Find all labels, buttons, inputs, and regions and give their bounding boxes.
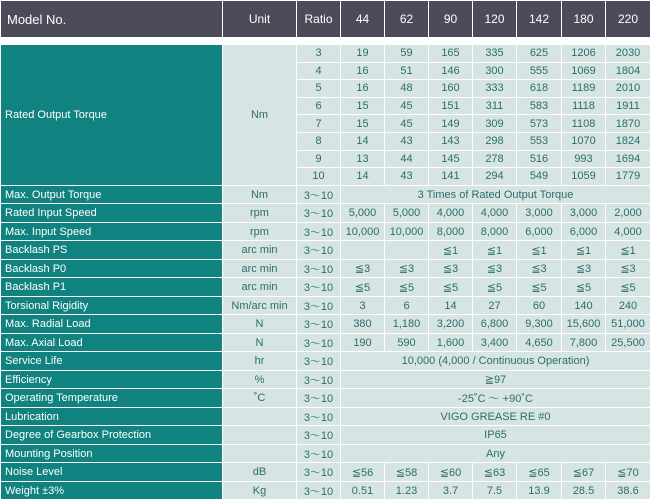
value-cell: 1070 bbox=[562, 132, 606, 150]
value-cell: 7,800 bbox=[562, 333, 606, 352]
value-cell: ≦70 bbox=[606, 463, 650, 482]
spec-unit: ˚C bbox=[223, 389, 297, 408]
spec-row bbox=[1, 222, 650, 241]
value-cell: 590 bbox=[385, 333, 429, 352]
value-cell: 14 bbox=[341, 168, 385, 186]
spec-ratio: 3～10 bbox=[297, 407, 341, 426]
value-cell: ≦65 bbox=[517, 463, 562, 482]
spec-row bbox=[1, 481, 650, 500]
value-cell: 380 bbox=[341, 315, 385, 334]
value-cell: 51 bbox=[385, 62, 429, 80]
header-model: Model No. bbox=[1, 1, 223, 38]
spec-ratio: 3～10 bbox=[297, 463, 341, 482]
value-cell: 149 bbox=[429, 115, 473, 133]
spec-ratio: 3～10 bbox=[297, 352, 341, 371]
spec-row bbox=[1, 389, 650, 408]
value-cell: 1694 bbox=[606, 150, 650, 168]
value-cell: 16 bbox=[341, 62, 385, 80]
value-cell: ≦56 bbox=[341, 463, 385, 482]
spec-unit bbox=[223, 407, 297, 426]
header-model-col: 220 bbox=[606, 1, 650, 38]
value-cell: 160 bbox=[429, 80, 473, 98]
header-model-col: 90 bbox=[429, 1, 473, 38]
spec-label: Rated Input Speed bbox=[1, 204, 223, 223]
spec-unit bbox=[223, 444, 297, 463]
value-cell: 28.5 bbox=[562, 481, 606, 500]
spec-row bbox=[1, 370, 650, 389]
spec-ratio: 3～10 bbox=[297, 315, 341, 334]
spec-label: Max. Axial Load bbox=[1, 333, 223, 352]
spec-span-value: -25˚C ～ +90˚C bbox=[341, 389, 650, 408]
spec-ratio: 3～10 bbox=[297, 370, 341, 389]
value-cell: 6 bbox=[385, 296, 429, 315]
spec-span-value: ≧97 bbox=[341, 370, 650, 389]
value-cell: 2010 bbox=[606, 80, 650, 98]
spec-ratio: 3～10 bbox=[297, 426, 341, 445]
value-cell: 146 bbox=[429, 62, 473, 80]
spec-unit: dB bbox=[223, 463, 297, 482]
spec-ratio: 3～10 bbox=[297, 333, 341, 352]
value-cell: 51,000 bbox=[606, 315, 650, 334]
spec-ratio: 3～10 bbox=[297, 185, 341, 204]
value-cell: 1779 bbox=[606, 168, 650, 186]
value-cell: ≦3 bbox=[606, 259, 650, 278]
value-cell bbox=[385, 241, 429, 260]
spec-row bbox=[1, 185, 650, 204]
value-cell: 1069 bbox=[562, 62, 606, 80]
spec-ratio: 3～10 bbox=[297, 444, 341, 463]
value-cell: 19 bbox=[341, 45, 385, 63]
value-cell: 3,000 bbox=[562, 204, 606, 223]
value-cell: ≦58 bbox=[385, 463, 429, 482]
value-cell: 0.51 bbox=[341, 481, 385, 500]
value-cell: 625 bbox=[517, 45, 562, 63]
value-cell: 44 bbox=[385, 150, 429, 168]
value-cell bbox=[341, 241, 385, 260]
ratio-cell: 5 bbox=[297, 80, 341, 98]
value-cell: ≦1 bbox=[562, 241, 606, 260]
spec-label: Weight ±3% bbox=[1, 481, 223, 500]
value-cell: ≦5 bbox=[429, 278, 473, 297]
value-cell: ≦5 bbox=[562, 278, 606, 297]
value-cell: 1824 bbox=[606, 132, 650, 150]
value-cell: ≦5 bbox=[606, 278, 650, 297]
value-cell: 1911 bbox=[606, 97, 650, 115]
spec-ratio: 3～10 bbox=[297, 481, 341, 500]
value-cell: ≦3 bbox=[517, 259, 562, 278]
spec-row bbox=[1, 407, 650, 426]
value-cell: ≦63 bbox=[473, 463, 517, 482]
value-cell: 15,600 bbox=[562, 315, 606, 334]
value-cell: 3,200 bbox=[429, 315, 473, 334]
header-model-col: 142 bbox=[517, 1, 562, 38]
value-cell: 1206 bbox=[562, 45, 606, 63]
value-cell: 15 bbox=[341, 97, 385, 115]
spec-label: Backlash P0 bbox=[1, 259, 223, 278]
spec-row bbox=[1, 204, 650, 223]
value-cell: 165 bbox=[429, 45, 473, 63]
value-cell: 583 bbox=[517, 97, 562, 115]
spec-ratio: 3～10 bbox=[297, 278, 341, 297]
value-cell: 190 bbox=[341, 333, 385, 352]
value-cell: 516 bbox=[517, 150, 562, 168]
header-ratio: Ratio bbox=[297, 1, 341, 38]
spec-unit: N bbox=[223, 315, 297, 334]
value-cell: 333 bbox=[473, 80, 517, 98]
value-cell: 2,000 bbox=[606, 204, 650, 223]
value-cell: 3,000 bbox=[517, 204, 562, 223]
value-cell: 1059 bbox=[562, 168, 606, 186]
value-cell: 10,000 bbox=[341, 222, 385, 241]
value-cell: 13.9 bbox=[517, 481, 562, 500]
value-cell: 4,000 bbox=[606, 222, 650, 241]
value-cell: 8,000 bbox=[473, 222, 517, 241]
value-cell: 4,000 bbox=[473, 204, 517, 223]
value-cell: 555 bbox=[517, 62, 562, 80]
value-cell: ≦1 bbox=[606, 241, 650, 260]
header-model-col: 120 bbox=[473, 1, 517, 38]
value-cell: ≦5 bbox=[341, 278, 385, 297]
ratio-cell: 9 bbox=[297, 150, 341, 168]
spec-unit: rpm bbox=[223, 204, 297, 223]
value-cell: 549 bbox=[517, 168, 562, 186]
value-cell: 45 bbox=[385, 97, 429, 115]
ratio-cell: 4 bbox=[297, 62, 341, 80]
spec-span-value: IP65 bbox=[341, 426, 650, 445]
value-cell: 10,000 bbox=[385, 222, 429, 241]
spec-ratio: 3～10 bbox=[297, 222, 341, 241]
value-cell: ≦3 bbox=[473, 259, 517, 278]
spec-span-value: 10,000 (4,000 / Continuous Operation) bbox=[341, 352, 650, 371]
spec-span-value: 3 Times of Rated Output Torque bbox=[341, 185, 650, 204]
header-row bbox=[1, 1, 650, 38]
value-cell: 618 bbox=[517, 80, 562, 98]
value-cell: 59 bbox=[385, 45, 429, 63]
spec-unit: arc min bbox=[223, 241, 297, 260]
value-cell: ≦3 bbox=[429, 259, 473, 278]
value-cell: ≦60 bbox=[429, 463, 473, 482]
spec-unit: Kg bbox=[223, 481, 297, 500]
value-cell: ≦67 bbox=[562, 463, 606, 482]
torque-row bbox=[1, 45, 650, 63]
spec-ratio: 3～10 bbox=[297, 296, 341, 315]
value-cell: 5,000 bbox=[385, 204, 429, 223]
value-cell: 6,000 bbox=[562, 222, 606, 241]
value-cell: ≦3 bbox=[341, 259, 385, 278]
value-cell: ≦5 bbox=[385, 278, 429, 297]
spec-row bbox=[1, 333, 650, 352]
value-cell: 140 bbox=[562, 296, 606, 315]
spec-label: Backlash PS bbox=[1, 241, 223, 260]
ratio-cell: 6 bbox=[297, 97, 341, 115]
value-cell: 1,180 bbox=[385, 315, 429, 334]
value-cell: 4,000 bbox=[429, 204, 473, 223]
value-cell: 8,000 bbox=[429, 222, 473, 241]
spec-row bbox=[1, 315, 650, 334]
value-cell: 141 bbox=[429, 168, 473, 186]
value-cell: 60 bbox=[517, 296, 562, 315]
spec-span-value: VIGO GREASE RE #0 bbox=[341, 407, 650, 426]
value-cell: ≦5 bbox=[473, 278, 517, 297]
value-cell: 43 bbox=[385, 168, 429, 186]
value-cell: 45 bbox=[385, 115, 429, 133]
spec-label: Backlash P1 bbox=[1, 278, 223, 297]
value-cell: 993 bbox=[562, 150, 606, 168]
value-cell: 1.23 bbox=[385, 481, 429, 500]
spec-unit: hr bbox=[223, 352, 297, 371]
value-cell: ≦3 bbox=[385, 259, 429, 278]
value-cell: ≦3 bbox=[562, 259, 606, 278]
ratio-cell: 7 bbox=[297, 115, 341, 133]
value-cell: 9,300 bbox=[517, 315, 562, 334]
value-cell: 27 bbox=[473, 296, 517, 315]
spec-label: Lubrication bbox=[1, 407, 223, 426]
spec-unit: rpm bbox=[223, 222, 297, 241]
spec-unit: Nm bbox=[223, 185, 297, 204]
spec-unit: arc min bbox=[223, 278, 297, 297]
spec-unit: arc min bbox=[223, 259, 297, 278]
value-cell: ≦5 bbox=[517, 278, 562, 297]
value-cell: ≦1 bbox=[429, 241, 473, 260]
value-cell: 573 bbox=[517, 115, 562, 133]
spec-row bbox=[1, 278, 650, 297]
spec-label: Mounting Position bbox=[1, 444, 223, 463]
value-cell: 3,400 bbox=[473, 333, 517, 352]
spec-ratio: 3～10 bbox=[297, 204, 341, 223]
value-cell: 553 bbox=[517, 132, 562, 150]
spec-ratio: 3～10 bbox=[297, 241, 341, 260]
value-cell: 14 bbox=[429, 296, 473, 315]
spec-label: Degree of Gearbox Protection bbox=[1, 426, 223, 445]
spec-unit: Nm/arc min bbox=[223, 296, 297, 315]
value-cell: 3 bbox=[341, 296, 385, 315]
spec-span-value: Any bbox=[341, 444, 650, 463]
torque-unit: Nm bbox=[223, 45, 297, 186]
value-cell: 16 bbox=[341, 80, 385, 98]
spec-label: Torsional Rigidity bbox=[1, 296, 223, 315]
value-cell: 38.6 bbox=[606, 481, 650, 500]
value-cell: 1118 bbox=[562, 97, 606, 115]
spec-label: Max. Radial Load bbox=[1, 315, 223, 334]
spec-row bbox=[1, 296, 650, 315]
header-model-col: 44 bbox=[341, 1, 385, 38]
value-cell: 298 bbox=[473, 132, 517, 150]
value-cell: 335 bbox=[473, 45, 517, 63]
value-cell: 25,500 bbox=[606, 333, 650, 352]
value-cell: 3.7 bbox=[429, 481, 473, 500]
spec-row bbox=[1, 352, 650, 371]
ratio-cell: 8 bbox=[297, 132, 341, 150]
value-cell: 309 bbox=[473, 115, 517, 133]
value-cell: 13 bbox=[341, 150, 385, 168]
spec-row bbox=[1, 241, 650, 260]
spec-ratio: 3～10 bbox=[297, 259, 341, 278]
value-cell: 48 bbox=[385, 80, 429, 98]
value-cell: 300 bbox=[473, 62, 517, 80]
spec-label: Max. Output Torque bbox=[1, 185, 223, 204]
spec-label: Max. Input Speed bbox=[1, 222, 223, 241]
spec-unit: % bbox=[223, 370, 297, 389]
value-cell: 6,000 bbox=[517, 222, 562, 241]
value-cell: 1804 bbox=[606, 62, 650, 80]
value-cell: 7.5 bbox=[473, 481, 517, 500]
spec-ratio: 3～10 bbox=[297, 389, 341, 408]
header-model-col: 180 bbox=[562, 1, 606, 38]
value-cell: 1108 bbox=[562, 115, 606, 133]
value-cell: 15 bbox=[341, 115, 385, 133]
value-cell: 5,000 bbox=[341, 204, 385, 223]
value-cell: 2030 bbox=[606, 45, 650, 63]
value-cell: 6,800 bbox=[473, 315, 517, 334]
spec-label: Efficiency bbox=[1, 370, 223, 389]
value-cell: ≦1 bbox=[517, 241, 562, 260]
value-cell: 14 bbox=[341, 132, 385, 150]
value-cell: 143 bbox=[429, 132, 473, 150]
header-unit: Unit bbox=[223, 1, 297, 38]
spec-row bbox=[1, 463, 650, 482]
ratio-cell: 3 bbox=[297, 45, 341, 63]
spec-unit bbox=[223, 426, 297, 445]
value-cell: 43 bbox=[385, 132, 429, 150]
value-cell: 1,600 bbox=[429, 333, 473, 352]
header-model-col: 62 bbox=[385, 1, 429, 38]
torque-label: Rated Output Torque bbox=[1, 45, 223, 186]
value-cell: 294 bbox=[473, 168, 517, 186]
ratio-cell: 10 bbox=[297, 168, 341, 186]
value-cell: ≦1 bbox=[473, 241, 517, 260]
value-cell: 4,650 bbox=[517, 333, 562, 352]
spec-label: Service Life bbox=[1, 352, 223, 371]
value-cell: 311 bbox=[473, 97, 517, 115]
value-cell: 151 bbox=[429, 97, 473, 115]
value-cell: 1189 bbox=[562, 80, 606, 98]
value-cell: 278 bbox=[473, 150, 517, 168]
spec-label: Operating Temperature bbox=[1, 389, 223, 408]
spec-row bbox=[1, 444, 650, 463]
value-cell: 145 bbox=[429, 150, 473, 168]
value-cell: 240 bbox=[606, 296, 650, 315]
spec-unit: N bbox=[223, 333, 297, 352]
spec-row bbox=[1, 259, 650, 278]
spec-label: Noise Level bbox=[1, 463, 223, 482]
value-cell: 1870 bbox=[606, 115, 650, 133]
spec-row bbox=[1, 426, 650, 445]
